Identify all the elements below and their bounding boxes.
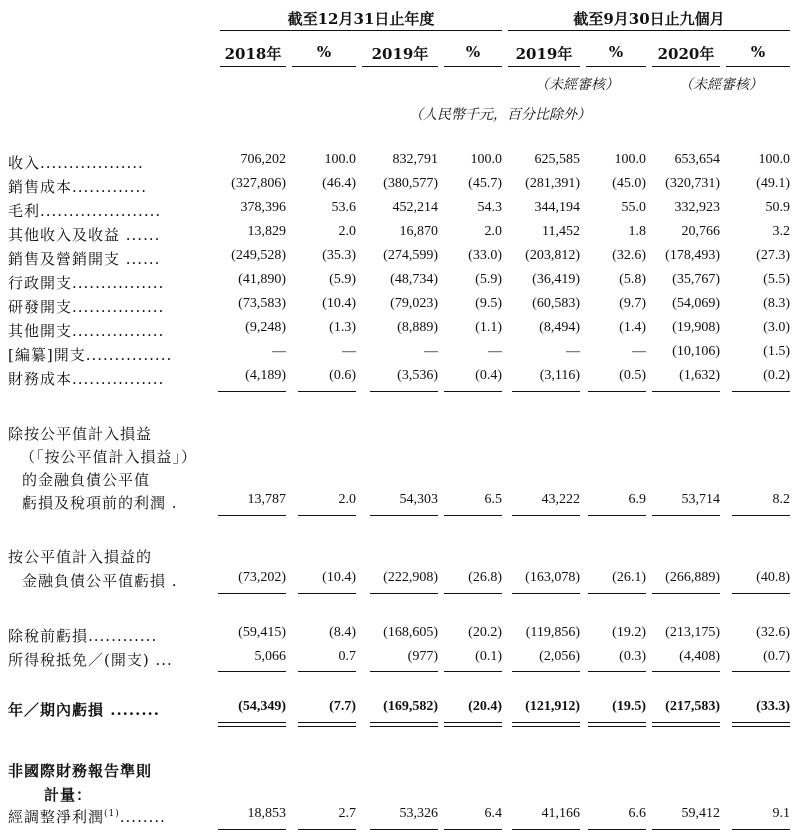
- row-label: 其他開支................: [8, 322, 165, 340]
- column-rule: [370, 671, 438, 672]
- group-underline-nine-months: [508, 30, 790, 31]
- table-cell: (73,202): [238, 570, 286, 585]
- column-header: 2020年: [657, 45, 715, 63]
- column-rule: [298, 391, 356, 392]
- table-cell: 41,166: [541, 806, 580, 821]
- table-cell: (977): [407, 649, 438, 664]
- table-cell: (222,908): [383, 570, 438, 585]
- table-cell: (0.7): [763, 649, 790, 664]
- column-header: 2019年: [515, 45, 573, 63]
- table-cell: 100.0: [758, 152, 790, 167]
- column-rule: [444, 593, 502, 594]
- table-cell: (0.4): [475, 368, 502, 383]
- table-cell: (0.6): [329, 368, 356, 383]
- table-cell: —: [272, 344, 286, 359]
- table-cell: (1.1): [475, 320, 502, 335]
- column-rule: [652, 671, 720, 672]
- row-label: 收入..................: [8, 154, 144, 172]
- table-cell: (1,632): [679, 368, 720, 383]
- table-cell: (1.4): [619, 320, 646, 335]
- table-cell: (4,408): [679, 649, 720, 664]
- table-cell: (3,536): [397, 368, 438, 383]
- column-rule: [732, 722, 790, 727]
- column-rule: [444, 671, 502, 672]
- table-cell: (0.2): [763, 368, 790, 383]
- table-cell: —: [566, 344, 580, 359]
- column-rule: [218, 391, 286, 392]
- table-cell: (2,056): [539, 649, 580, 664]
- table-cell: (213,175): [665, 625, 720, 640]
- table-cell: (41,890): [238, 272, 286, 287]
- column-rule: [298, 593, 356, 594]
- table-cell: (168,605): [383, 625, 438, 640]
- table-cell: (8,494): [539, 320, 580, 335]
- table-cell: 54,303: [399, 492, 438, 507]
- table-cell: 706,202: [240, 152, 286, 167]
- column-header: %: [750, 43, 766, 61]
- table-cell: 100.0: [470, 152, 502, 167]
- table-cell: 43,222: [541, 492, 580, 507]
- table-cell: 2.7: [338, 806, 356, 821]
- column-rule: [218, 593, 286, 594]
- column-header: 2018年: [224, 45, 282, 63]
- table-cell: (59,415): [238, 625, 286, 640]
- table-cell: (169,582): [383, 699, 438, 714]
- table-cell: (9,248): [245, 320, 286, 335]
- column-rule: [370, 829, 438, 830]
- column-rule: [588, 671, 646, 672]
- table-cell: (35,767): [672, 272, 720, 287]
- column-rule: [298, 829, 356, 830]
- table-cell: (26.8): [468, 570, 502, 585]
- adjusted-net-profit-label: 經調整淨利潤: [8, 808, 105, 826]
- group-heading-year: 截至12月31日止年度: [287, 10, 435, 28]
- table-cell: (9.7): [619, 296, 646, 311]
- table-cell: 55.0: [621, 200, 646, 215]
- column-rule: [370, 391, 438, 392]
- column-rule: [512, 593, 580, 594]
- group-underline-year: [220, 30, 502, 31]
- section-heading: 計量：: [44, 786, 93, 804]
- table-cell: —: [632, 344, 646, 359]
- table-cell: 6.4: [484, 806, 502, 821]
- table-cell: (45.7): [468, 176, 502, 191]
- table-cell: (32.6): [612, 248, 646, 263]
- column-rule: [444, 722, 502, 727]
- row-label: 財務成本................: [8, 370, 165, 388]
- row-label: 銷售及營銷開支 ......: [8, 250, 161, 268]
- table-cell: 2.0: [338, 224, 356, 239]
- column-rule: [298, 722, 356, 727]
- footnote-marker: (1): [104, 809, 120, 819]
- table-cell: (8.3): [763, 296, 790, 311]
- table-cell: 53.6: [331, 200, 356, 215]
- table-cell: (320,731): [665, 176, 720, 191]
- column-rule: [588, 515, 646, 516]
- table-cell: 11,452: [542, 224, 580, 239]
- table-cell: (20.4): [468, 699, 502, 714]
- table-cell: (380,577): [383, 176, 438, 191]
- row-label: 毛利.....................: [8, 202, 162, 220]
- table-cell: (46.4): [322, 176, 356, 191]
- table-cell: —: [424, 344, 438, 359]
- table-cell: (163,078): [525, 570, 580, 585]
- table-cell: (203,812): [525, 248, 580, 263]
- table-cell: 344,194: [534, 200, 580, 215]
- column-rule: [512, 829, 580, 830]
- table-cell: 452,214: [392, 200, 438, 215]
- table-cell: (19.5): [612, 699, 646, 714]
- unaudited-note-2020: （未經審核）: [679, 77, 763, 93]
- row-label: 金融負債公平值虧損 .: [22, 572, 178, 590]
- table-cell: —: [342, 344, 356, 359]
- table-cell: (178,493): [665, 248, 720, 263]
- column-rule: [512, 391, 580, 392]
- table-cell: (10,106): [672, 344, 720, 359]
- section-heading: 非國際財務報告準則: [8, 762, 153, 780]
- table-cell: (1.5): [763, 344, 790, 359]
- row-label: 其他收入及收益 ......: [8, 226, 161, 244]
- column-rule: [652, 515, 720, 516]
- column-rule: [512, 671, 580, 672]
- table-cell: (79,023): [390, 296, 438, 311]
- row-label: 除稅前虧損............: [8, 627, 158, 645]
- table-cell: (4,189): [245, 368, 286, 383]
- table-cell: 3.2: [772, 224, 790, 239]
- column-rule: [732, 671, 790, 672]
- table-cell: (49.1): [756, 176, 790, 191]
- table-cell: (20.2): [468, 625, 502, 640]
- table-cell: 16,870: [399, 224, 438, 239]
- table-cell: (10.4): [322, 570, 356, 585]
- row-label: 銷售成本.............: [8, 178, 147, 196]
- row-label: 所得稅抵免／(開支) ...: [8, 651, 173, 669]
- table-cell: (327,806): [231, 176, 286, 191]
- column-header: %: [316, 43, 332, 61]
- table-cell: 54.3: [477, 200, 502, 215]
- table-cell: 53,714: [681, 492, 720, 507]
- row-label: 年／期內虧損 ........: [8, 701, 161, 719]
- column-rule: [732, 515, 790, 516]
- table-cell: (45.0): [612, 176, 646, 191]
- table-cell: (119,856): [525, 625, 580, 640]
- table-cell: 1.8: [628, 224, 646, 239]
- column-rule: [512, 722, 580, 727]
- table-cell: 625,585: [534, 152, 580, 167]
- column-rule: [218, 671, 286, 672]
- table-cell: 2.0: [484, 224, 502, 239]
- row-label: [8, 806, 208, 827]
- table-cell: (8,889): [397, 320, 438, 335]
- column-rule: [444, 391, 502, 392]
- table-cell: 378,396: [240, 200, 286, 215]
- table-cell: (274,599): [383, 248, 438, 263]
- column-rule: [588, 722, 646, 727]
- table-cell: (9.5): [475, 296, 502, 311]
- table-cell: 6.5: [484, 492, 502, 507]
- unaudited-note-2019: （未經審核）: [535, 77, 619, 93]
- table-cell: (73,583): [238, 296, 286, 311]
- column-rule: [732, 829, 790, 830]
- column-rule: [370, 722, 438, 727]
- table-cell: (266,889): [665, 570, 720, 585]
- column-rule: [218, 829, 286, 830]
- table-cell: (54,069): [672, 296, 720, 311]
- row-label: 按公平值計入損益的: [8, 548, 153, 566]
- row-label: [編纂]開支...............: [8, 346, 173, 364]
- column-header: %: [465, 43, 481, 61]
- table-cell: (36,419): [532, 272, 580, 287]
- table-cell: (60,583): [532, 296, 580, 311]
- table-cell: 50.9: [765, 200, 790, 215]
- table-cell: (281,391): [525, 176, 580, 191]
- table-cell: (249,528): [231, 248, 286, 263]
- table-cell: (0.3): [619, 649, 646, 664]
- column-rule: [588, 593, 646, 594]
- table-cell: (0.1): [475, 649, 502, 664]
- row-label: （「按公平值計入損益」）: [20, 448, 198, 466]
- table-cell: (3,116): [539, 368, 580, 383]
- table-cell: (48,734): [390, 272, 438, 287]
- table-cell: (5.9): [475, 272, 502, 287]
- table-cell: (5.8): [619, 272, 646, 287]
- table-cell: (33.3): [756, 699, 790, 714]
- table-cell: (7.7): [329, 699, 356, 714]
- column-rule: [370, 515, 438, 516]
- table-cell: 18,853: [247, 806, 286, 821]
- column-rule: [444, 829, 502, 830]
- column-rule: [444, 515, 502, 516]
- column-rule: [370, 593, 438, 594]
- column-rule: [218, 722, 286, 727]
- column-rule: [652, 829, 720, 830]
- table-cell: 9.1: [772, 806, 790, 821]
- table-cell: 5,066: [254, 649, 286, 664]
- table-cell: 6.6: [628, 806, 646, 821]
- column-rule: [732, 593, 790, 594]
- table-cell: 6.9: [628, 492, 646, 507]
- column-rule: [652, 593, 720, 594]
- table-cell: (5.9): [329, 272, 356, 287]
- table-cell: (121,912): [525, 699, 580, 714]
- table-cell: (1.3): [329, 320, 356, 335]
- table-cell: (40.8): [756, 570, 790, 585]
- table-cell: (35.3): [322, 248, 356, 263]
- column-rule: [512, 515, 580, 516]
- column-rule: [218, 515, 286, 516]
- unit-note: （人民幣千元，百分比除外）: [409, 107, 591, 123]
- table-cell: (10.4): [322, 296, 356, 311]
- table-cell: 2.0: [338, 492, 356, 507]
- table-cell: (32.6): [756, 625, 790, 640]
- row-label: 行政開支................: [8, 274, 165, 292]
- table-cell: (27.3): [756, 248, 790, 263]
- table-cell: (217,583): [665, 699, 720, 714]
- table-cell: (19,908): [672, 320, 720, 335]
- column-rule: [298, 515, 356, 516]
- column-rule: [588, 391, 646, 392]
- leader-dots: ........: [119, 808, 166, 826]
- column-header: %: [608, 43, 624, 61]
- row-label: 研發開支................: [8, 298, 165, 316]
- table-cell: 0.7: [338, 649, 356, 664]
- table-cell: 332,923: [674, 200, 720, 215]
- row-label: 虧損及稅項前的利潤 .: [22, 494, 178, 512]
- table-cell: 20,766: [681, 224, 720, 239]
- table-cell: (26.1): [612, 570, 646, 585]
- table-cell: (3.0): [763, 320, 790, 335]
- table-cell: (0.5): [619, 368, 646, 383]
- table-cell: (5.5): [763, 272, 790, 287]
- column-rule: [298, 671, 356, 672]
- column-rule: [732, 391, 790, 392]
- table-cell: 832,791: [392, 152, 438, 167]
- table-cell: 53,326: [399, 806, 438, 821]
- table-cell: 13,829: [247, 224, 286, 239]
- table-cell: 8.2: [772, 492, 790, 507]
- column-rule: [588, 829, 646, 830]
- table-cell: 59,412: [681, 806, 720, 821]
- table-cell: (19.2): [612, 625, 646, 640]
- table-cell: 653,654: [674, 152, 720, 167]
- table-cell: 13,787: [247, 492, 286, 507]
- column-rule: [652, 391, 720, 392]
- group-heading-nine-months: 截至9月30日止九個月: [573, 10, 725, 28]
- row-label: 除按公平值計入損益: [8, 425, 153, 443]
- table-cell: (8.4): [329, 625, 356, 640]
- column-header: 2019年: [371, 45, 429, 63]
- table-cell: 100.0: [614, 152, 646, 167]
- column-rule: [652, 722, 720, 727]
- table-cell: (33.0): [468, 248, 502, 263]
- row-label: 的金融負債公平值: [22, 471, 151, 489]
- table-cell: —: [488, 344, 502, 359]
- table-cell: 100.0: [324, 152, 356, 167]
- table-cell: (54,349): [238, 699, 286, 714]
